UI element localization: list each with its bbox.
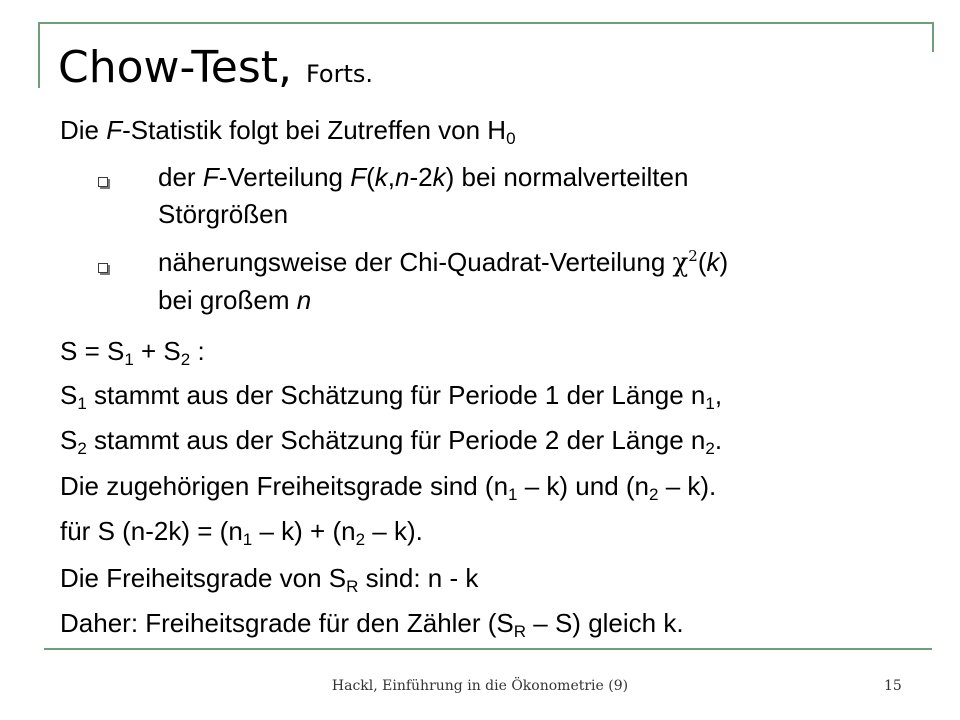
intro-line: Die F-Statistik folgt bei Zutreffen von $H_0$ bbox=[60, 115, 516, 148]
square-bullet-icon bbox=[98, 263, 108, 273]
footer-text: Hackl, Einführung in die Ökonometrie (9) bbox=[331, 678, 629, 694]
slide-title bbox=[58, 38, 373, 104]
bullet-f-distribution-cont: Störgrößen bbox=[158, 199, 289, 229]
bullet-chi-square-cont: bei großem n bbox=[158, 285, 312, 315]
bullet-f-distribution: der F-Verteilung F(k,n-2k) bei normalverteilten bbox=[158, 162, 689, 192]
frame-top-line bbox=[38, 22, 934, 24]
frame-left-line bbox=[38, 22, 40, 88]
degrees-of-freedom-line: Die zugehörigen Freiheitsgrade sind $(n_1 - k)$ und $(n_2 - k)$. bbox=[60, 471, 717, 504]
s2-line: $S_2$ stammt aus der Schätzung für Periode 2 der Länge $n_2$. bbox=[60, 425, 723, 458]
title-sub: Forts. bbox=[305, 60, 374, 88]
title-main: Chow-Test, bbox=[58, 42, 306, 93]
s-definition: $S = S_1 + S_2$ : bbox=[60, 336, 205, 369]
page-number: 15 bbox=[884, 678, 902, 694]
bullet-chi-square: näherungsweise der Chi-Quadrat-Verteilung $\chi^2(k)$ bbox=[158, 247, 729, 278]
frame-bottom-line bbox=[44, 648, 932, 650]
frame-right-line bbox=[932, 22, 934, 52]
square-bullet-icon bbox=[98, 177, 108, 187]
daher-line: Daher: Freiheitsgrade für den Zähler $(S_R - S)$ gleich k. bbox=[60, 608, 684, 641]
s1-line: $S_1$ stammt aus der Schätzung für Periode 1 der Länge $n_1$, bbox=[60, 380, 723, 413]
sr-line: Die Freiheitsgrade von $S_R$ sind: n - k bbox=[60, 563, 479, 596]
sum-line: für S $(n-2k) = (n_1 - k) + (n_2 - k)$. bbox=[60, 516, 423, 549]
